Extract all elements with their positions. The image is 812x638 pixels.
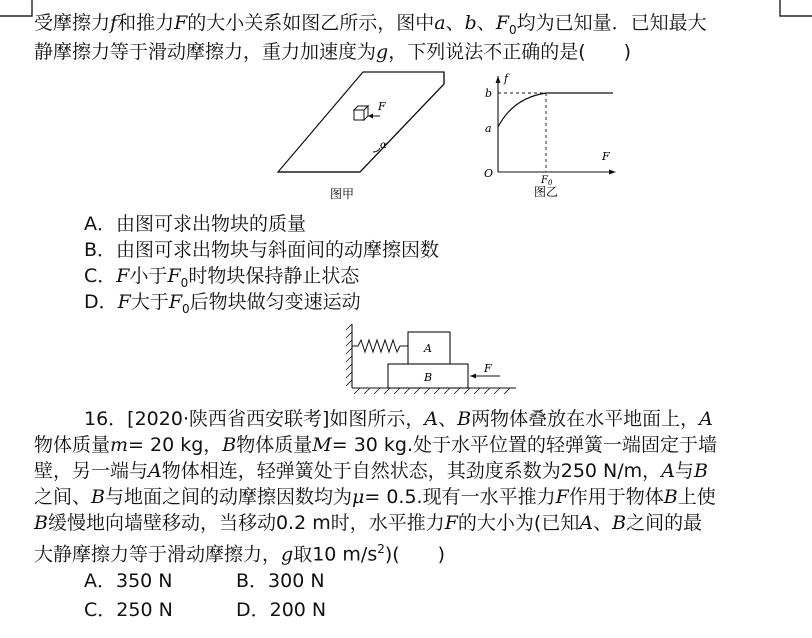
q16-line-6: 大静摩擦力等于滑动摩擦力，g取10 $m/s^2$)( ): [34, 542, 446, 566]
label-F: F: [378, 100, 386, 113]
q15-option-B: B．由图可求出物块与斜面间的动摩擦因数: [84, 239, 440, 261]
q15-line-1: 受摩擦力f和推力F的大小关系如图乙所示，图中a、b、$F_0$均为已知量．已知最大: [34, 12, 707, 37]
q16-option-B: B．300 N: [236, 570, 325, 592]
wall-hatching: [346, 324, 352, 386]
block-cube: [354, 106, 368, 120]
figure-graph: [478, 70, 618, 202]
spring: [352, 340, 408, 352]
friction-curve: [498, 93, 613, 127]
q16-option-C: C．250 N: [84, 599, 173, 621]
label-a: a: [485, 122, 492, 135]
caption-jia: 图甲: [330, 187, 355, 201]
figure-spring-blocks: [340, 320, 520, 394]
label-O: O: [484, 167, 494, 180]
axis-f: f: [504, 72, 509, 85]
q16-option-A: A．350 N: [84, 570, 173, 592]
label-B: B: [424, 371, 433, 384]
label-alpha: α: [380, 140, 387, 151]
label-F0: $F_0$: [541, 175, 553, 187]
q16-line-4: 之间、B与地面之间的动摩擦因数均为μ= 0.5.现有一水平推力F作用于物体B上使: [34, 486, 716, 508]
label-b: b: [485, 87, 493, 100]
q16-line-5: B缓慢地向墙壁移动，当移动0.2 m时，水平推力F的大小为(已知A、B之间的最: [34, 512, 703, 534]
q15-line-2: 静摩擦力等于滑动摩擦力，重力加速度为g，下列说法不正确的是( ): [34, 41, 632, 63]
ground-hatching: [354, 388, 510, 394]
q16-line-2: 物体质量m= 20 kg，B物体质量M= 30 kg.处于水平位置的轻弹簧一端固定于墙: [34, 434, 718, 456]
label-A: A: [424, 342, 432, 355]
label-F16: F: [484, 362, 492, 375]
figure-incline: [270, 70, 450, 210]
q16-option-D: D．200 N: [236, 599, 327, 621]
q16-line-1: 16．[2020·陕西省西安联考]如图所示，A、B两物体叠放在水平地面上，A: [84, 408, 713, 430]
corner-mark-right: [772, 0, 812, 20]
q15-option-D: D．F大于$F_0$后物块做匀变速运动: [84, 291, 361, 316]
q15-option-A: A．由图可求出物块的质量: [84, 213, 306, 235]
caption-yi: 图乙: [534, 185, 559, 199]
axis-F: F: [602, 150, 610, 163]
q16-line-3: 壁，另一端与A物体相连，轻弹簧处于自然状态，其劲度系数为250 N/m，A与B: [34, 460, 708, 482]
q15-option-C: C．F小于$F_0$时物块保持静止状态: [84, 265, 360, 290]
